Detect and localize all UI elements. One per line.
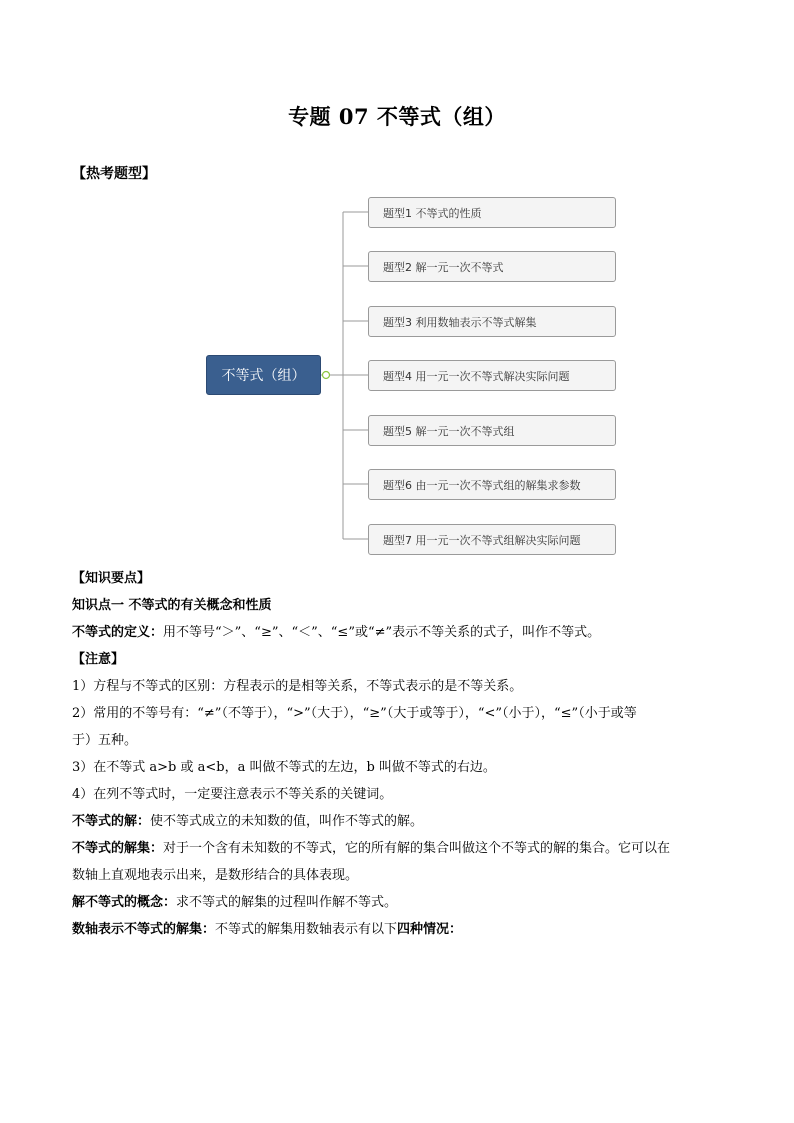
solution-set-term: 不等式的解集： (72, 841, 164, 856)
kp1-title: 知识点一 不等式的有关概念和性质 (72, 598, 272, 613)
mindmap-node-5: 题型5 解一元一次不等式组 (368, 415, 616, 446)
knowledge-label: 【知识要点】 (72, 571, 151, 586)
solve-term: 解不等式的概念： (72, 895, 177, 910)
note-4: 4）在列不等式时，一定要注意表示不等关系的关键词。 (72, 787, 393, 802)
axis-paragraph (72, 916, 727, 943)
note-2-cont: 于）五种。 (72, 733, 138, 748)
mindmap-node-7: 题型7 用一元一次不等式组解决实际问题 (368, 524, 616, 555)
solution-text: 使不等式成立的未知数的值，叫作不等式的解。 (150, 814, 424, 829)
mindmap-node-1: 题型1 不等式的性质 (368, 197, 616, 228)
hot-types-label: 【热考题型】 (72, 166, 156, 182)
note-label: 【注意】 (72, 652, 125, 667)
note-3: 3）在不等式 a>b 或 a<b，a 叫做不等式的左边，b 叫做不等式的右边。 (72, 760, 496, 775)
collapse-dot-icon (323, 372, 330, 379)
axis-text: 不等式的解集用数轴表示有以下 (215, 922, 398, 937)
note-2: 2）常用的不等号有：“≠”（不等于），“>”（大于），“≥”（大于或等于），“<”（小于），“≤”（小于或等 (72, 706, 637, 721)
solution-set-text-1: 对于一个含有未知数的不等式，它的所有解的集合叫做这个不等式的解的集合。它可以在 (163, 841, 671, 856)
definition-paragraph (72, 619, 727, 646)
mindmap-node-6: 题型6 由一元一次不等式组的解集求参数 (368, 469, 616, 500)
note-1: 1）方程与不等式的区别：方程表示的是相等关系，不等式表示的是不等关系。 (72, 679, 523, 694)
mindmap-node-4: 题型4 用一元一次不等式解决实际问题 (368, 360, 616, 391)
definition-term: 不等式的定义： (72, 625, 164, 640)
axis-bold: 四种情况： (397, 922, 463, 937)
knowledge-section (72, 565, 727, 943)
mindmap-root: 不等式（组） (206, 355, 321, 395)
mindmap-node-3: 题型3 利用数轴表示不等式解集 (368, 306, 616, 337)
solution-paragraph (72, 808, 727, 835)
definition-text: 用不等号“＞”、“≥”、“＜”、“≤”或“≠”表示不等关系的式子，叫作不等式。 (163, 625, 601, 640)
solution-set-paragraph (72, 835, 727, 862)
axis-term: 数轴表示不等式的解集： (72, 922, 216, 937)
solution-set-text-2: 数轴上直观地表示出来，是数形结合的具体表现。 (72, 868, 359, 883)
page-title: 专题 07 不等式（组） (288, 104, 506, 129)
solve-paragraph (72, 889, 727, 916)
mindmap-node-2: 题型2 解一元一次不等式 (368, 251, 616, 282)
solve-text: 求不等式的解集的过程叫作解不等式。 (176, 895, 398, 910)
solution-term: 不等式的解： (72, 814, 151, 829)
